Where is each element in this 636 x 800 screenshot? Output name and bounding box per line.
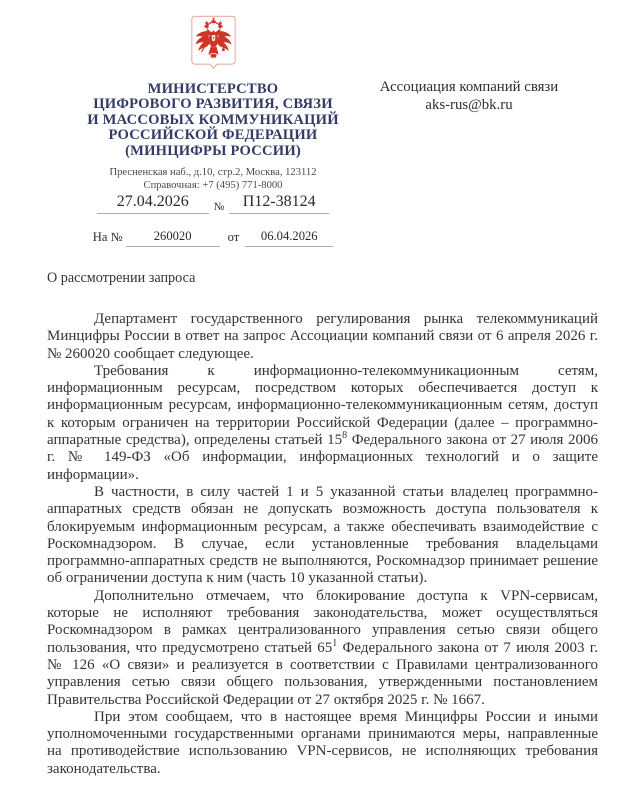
- ref-date: 06.04.2026: [245, 229, 333, 247]
- reference-meta-row: [58, 229, 368, 247]
- paragraph-text: Федерального закона от 7 июля 2003 г. № 126 «О связи» и реализуется в соответствии с Правилами централизованного управления сетью связи общего пользования, утвержденными постановлением Правительства Российской Федерации от 27 октября 2025 г. № 1667.: [47, 639, 598, 708]
- letterhead: [58, 15, 368, 192]
- letter-date: 27.04.2026: [97, 193, 209, 214]
- body-paragraph-4: [47, 588, 598, 709]
- ministry-name: [58, 82, 368, 159]
- ref-number: 260020: [126, 229, 220, 247]
- ref-from-label: от: [227, 230, 240, 244]
- coat-of-arms-emblem: [190, 15, 237, 72]
- ref-label: На №: [92, 230, 123, 244]
- body-paragraph-2: [47, 363, 598, 484]
- ministry-name-line: (МИНЦИФРЫ РОССИИ): [125, 142, 301, 159]
- law-article-superscript: 1: [332, 637, 338, 649]
- paragraph-text: Федерального закона от 27 июля 2006 г. № 149-ФЗ «Об информации, информационных технологий и о защите информации».: [47, 432, 598, 483]
- body-paragraph-5: [47, 709, 598, 778]
- paragraph-text: Дополнительно отмечаем, что блокирование доступа к VPN-сервисам, которые не исполняют требования законодательства, может осуществляться Роскомнадзором в рамках централизованного управления сетью связи общего пользования, что предусмотрено статьей 65: [47, 587, 598, 656]
- ministry-phone: Справочная: +7 (495) 771-8000: [143, 179, 283, 191]
- paragraph-text: Требования к информационно-телекоммуникационным сетям, информационным ресурсам, посредством которых обеспечивается доступ к информационным ресурсам, информационно-телекоммуникационным сетям, доступ к которым ограничен на территории Российской Федерации (далее – программно-аппаратные средства), определены статьей 15: [47, 362, 598, 449]
- paragraph-text: Департамент государственного регулирования рынка телекоммуникаций Минцифры России в ответ на запрос Ассоциации компаний связи от 6 апреля 2026 г. № 260020 сообщает следующее.: [47, 311, 598, 362]
- ministry-address: Пресненская наб., д.10, стр.2, Москва, 123112: [109, 167, 317, 179]
- law-article-superscript: 8: [342, 430, 348, 442]
- paragraph-text: При этом сообщаем, что в настоящее время Минцифры России и иными уполномоченными государственными органами принимаются меры, направленные на противодействие использованию VPN-сервисов, не исполняющих требования законодательства.: [47, 708, 598, 777]
- ministry-contacts: [58, 167, 368, 192]
- paragraph-text: В частности, в силу частей 1 и 5 указанной статьи владелец программно-аппаратных средств обязан не допускать возможность доступа пользователя к блокируемым информационным ресурсам, а также обеспечивать взаимодействие с Роскомнадзором. В случае, если установленные требования владельцами программно-аппаратных средств не выполняются, Роскомнадзор принимает решение об ограничении доступа к ним (часть 10 указанной статьи).: [47, 483, 598, 587]
- recipient-email: aks-rus@bk.ru: [425, 97, 513, 113]
- body-paragraph-3: [47, 484, 598, 588]
- letter-number: П12-38124: [229, 193, 329, 214]
- ministry-name-line: РОССИЙСКОЙ ФЕДЕРАЦИИ: [108, 127, 318, 144]
- recipient-block: [364, 78, 574, 114]
- recipient-name: Ассоциация компаний связи: [379, 79, 559, 95]
- subject-line: О рассмотрении запроса: [47, 270, 196, 286]
- ministry-name-line: МИНИСТЕРСТВО: [147, 81, 279, 97]
- ministry-name-line: И МАССОВЫХ КОММУНИКАЦИЙ: [87, 111, 339, 128]
- double-headed-eagle-icon: [195, 18, 231, 58]
- ministry-name-line: ЦИФРОВОГО РАЗВИТИЯ, СВЯЗИ: [93, 96, 333, 113]
- body-paragraph-1: [47, 311, 598, 363]
- letter-body: [47, 311, 598, 778]
- outgoing-meta-row: [58, 193, 368, 214]
- number-sign: №: [213, 201, 225, 213]
